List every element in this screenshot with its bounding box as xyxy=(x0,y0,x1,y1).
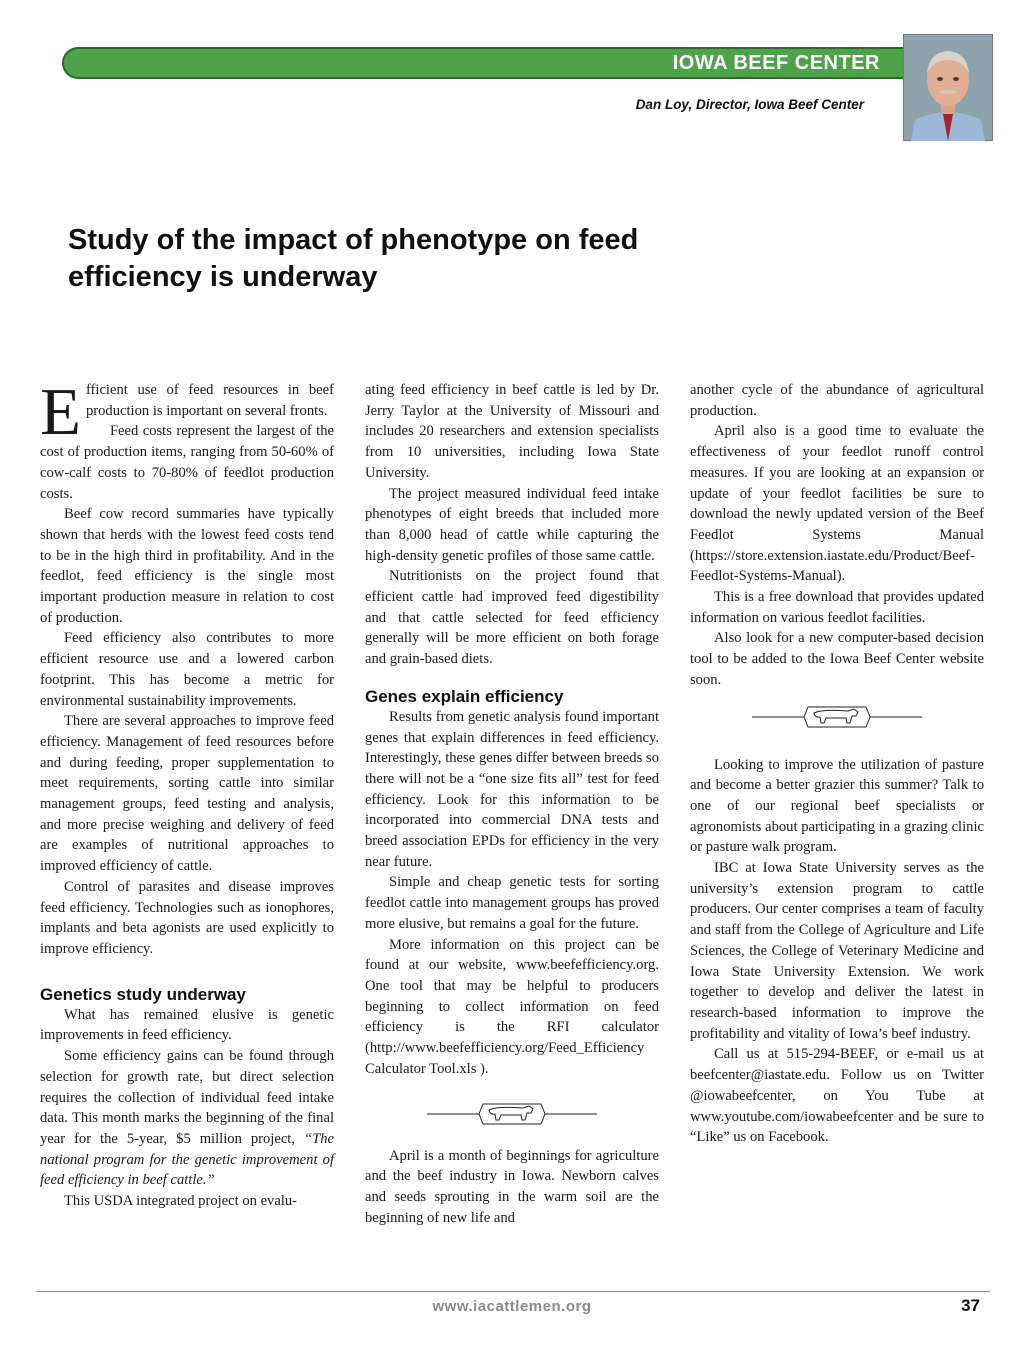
paragraph: More information on this project can be found at our website, www.beefefficiency.org. One tool that may be helpful to producers beginning to collect information on feed efficiency is the RFI calculator (http://www.beefefficiency.org/Feed_Efficiency Calculator Tool.xls ). xyxy=(365,936,659,1077)
paragraph: another cycle of the abundance of agricultural production. xyxy=(690,382,984,419)
paragraph: What has remained elusive is genetic improvements in feed efficiency. xyxy=(40,1006,334,1044)
project-title-italic: “The national program for the genetic improvement of feed efficiency in beef cattle.” xyxy=(40,1130,334,1189)
lead-text: fficient use of feed resources in beef production is important on several fronts. xyxy=(85,382,334,419)
paragraph: Simple and cheap genetic tests for sorting feedlot cattle into management groups has proved more elusive, but remains a goal for the future. xyxy=(365,874,659,932)
paragraph: Control of parasites and disease improves feed efficiency. Technologies such as ionophores, implants and beta agonists are used explicitly to improve efficiency. xyxy=(40,878,334,957)
paragraph: Feed costs represent the largest of the cost of production items, ranging from 50-60% of cow-calf costs to 70-80% of feedlot production costs. xyxy=(40,423,334,502)
drop-cap: E xyxy=(40,375,81,449)
column-3 xyxy=(690,380,984,1148)
paragraph: Feed efficiency also contributes to more efficient resource use and a lowered carbon footprint. This has become a metric for environmental sustainability improvements. xyxy=(40,630,334,709)
paragraph: Looking to improve the utilization of pasture and become a better grazier this summer? Talk to one of our regional beef specialists or agronomists about participating in a grazing clinic or pasture walk program. xyxy=(690,756,984,856)
paragraph-text: Some efficiency gains can be found through selection for growth rate, but direct selection requires the collection of individual feed intake data. This month marks the beginning of the final year for the 5-year, $5 million project, xyxy=(40,1048,334,1147)
paragraph: Also look for a new computer-based decision tool to be added to the Iowa Beef Center website soon. xyxy=(690,630,984,688)
paragraph: This is a free download that provides updated information on various feedlot facilities. xyxy=(690,589,984,626)
paragraph: The project measured individual feed intake phenotypes of eight breeds that included more than 8,000 head of cattle while capturing the high-density genetic profiles of those same cattle. xyxy=(365,485,659,564)
paragraph: This USDA integrated project on evalu- xyxy=(64,1193,298,1210)
page-number: 37 xyxy=(961,1296,980,1315)
paragraph: Nutritionists on the project found that efficient cattle had improved feed digestibility and that cattle selected for feed efficiency generally will be more efficient on both forage and grain-based diets. xyxy=(365,568,659,668)
subheading-genetics: Genetics study underway xyxy=(40,984,246,1004)
paragraph xyxy=(40,1046,334,1191)
banner-title: IOWA BEEF CENTER xyxy=(672,52,880,74)
column-2 xyxy=(365,380,659,1228)
author-byline: Dan Loy, Director, Iowa Beef Center xyxy=(635,97,864,112)
paragraph: Beef cow record summaries have typically shown that herds with the lowest feed costs tend to be in the high third in profitability. And in the feedlot, feed efficiency is the single most important production measure in relation to cost of production. xyxy=(40,506,334,626)
author-portrait xyxy=(903,34,993,141)
paragraph: IBC at Iowa State University serves as the university’s extension program to cattle producers. Our center comprises a team of faculty and staff from the College of Agriculture and Life Sciences, the College of Veterinary Medicine and Iowa State University Extension. We work together to develop and deliver the latest in research-based information to improve the profitability and vitality of Iowa’s beef industry. xyxy=(690,860,984,1042)
subheading-genes: Genes explain efficiency xyxy=(365,686,564,706)
paragraph: April also is a good time to evaluate the effectiveness of your feedlot runoff control measures. If you are looking at an expansion or update of your feedlot facilities be sure to download the newly updated version of the Beef Feedlot Systems Manual (https://store.extension.iastate.edu/Product/Beef-Feedlot-Systems-Manual). xyxy=(690,423,984,585)
paragraph: Results from genetic analysis found important genes that explain differences in feed efficiency. Interestingly, these genes differ between breeds so there will not be a “one size fits all” test for feed efficiency. Look for this information to be incorporated into commercial DNA tests and breed association EPDs for efficiency in the very near future. xyxy=(365,708,659,870)
column-1 xyxy=(40,375,334,1212)
paragraph: April is a month of beginnings for agriculture and the beef industry in Iowa. Newborn calves and seeds sprouting in the warm soil are the beginning of new life and xyxy=(365,1147,659,1226)
cow-divider-icon xyxy=(427,1098,597,1128)
paragraph: ating feed efficiency in beef cattle is led by Dr. Jerry Taylor at the University of Missouri and includes 20 researchers and extension specialists from 10 universities, including Iowa State University. xyxy=(365,382,659,481)
paragraph: There are several approaches to improve feed efficiency. Management of feed resources before and during feeding, proper supplementation to meet requirements, sorting cattle into similar management groups, feed testing and analysis, and more precise weighing and delivery of feed are examples of nutritional approaches to improved efficiency of cattle. xyxy=(40,713,334,875)
lead-paragraph xyxy=(40,375,334,449)
footer-divider xyxy=(36,1291,990,1292)
footer-website-url: www.iacattlemen.org xyxy=(432,1298,592,1315)
article-title: Study of the impact of phenotype on feed efficiency is underway xyxy=(68,224,639,293)
cow-divider-icon xyxy=(752,701,922,731)
paragraph: Call us at 515-294-BEEF, or e-mail us at beefcenter@iastate.edu. Follow us on Twitter @iowabeefcenter, on You Tube at www.youtube.com/iowabeefcenter and be sure to “Like” us on Facebook. xyxy=(690,1046,984,1146)
header-banner xyxy=(62,47,908,79)
